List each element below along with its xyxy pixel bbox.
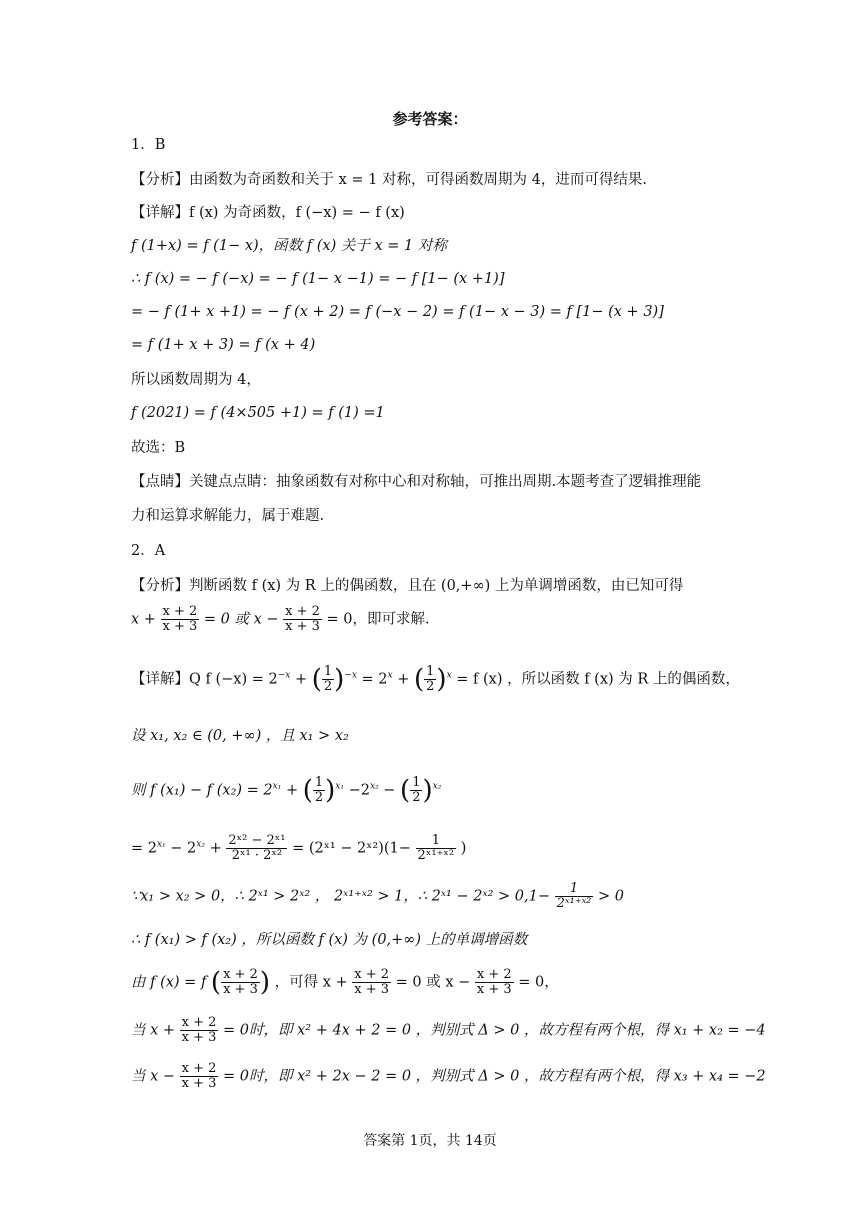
numerator: x + 2 [476,967,512,982]
exponent: x₁ [156,839,166,850]
q1-line8: f (2021) = f (4×505 +1) = f (1) =1 [131,405,385,421]
fraction [226,834,287,863]
denominator: x + 3 [476,982,512,997]
text: x + [131,611,156,628]
text: = 0 或 x − [203,611,279,628]
text: + [285,782,303,799]
paren: ) [325,775,336,806]
paren: ( [400,775,411,806]
fraction [180,1016,219,1045]
numerator: 1 [416,834,457,849]
q2-therefore: ∴ f (x₁) > f (x₂) ，所以函数 f (x) 为 (0,+∞) 上的单调增函数 [131,932,528,948]
paren: ) [436,664,447,695]
page-footer: 答案第 1页，共 14页 [363,1133,497,1149]
fraction [352,968,391,997]
text: ) [460,840,467,857]
numerator: x + 2 [354,967,390,982]
text: − [383,782,401,799]
exponent: x₁ [272,781,282,792]
text: = f (x) ，所以函数 f (x) 为 R 上的偶函数， [456,671,740,688]
q1-answer: 1．B [131,137,166,153]
denominator: 2 [426,679,435,694]
fraction [410,776,422,805]
text: ，可得 x + [274,974,348,991]
paren: ( [413,664,425,695]
numerator: 1 [323,664,333,679]
q2-because [131,882,624,911]
page-title: 参考答案： [392,110,468,128]
text: + [397,671,414,688]
text: = 2 [361,671,388,688]
q2-answer: 2．A [131,543,166,559]
denominator: x + 3 [285,619,320,634]
q1-line4: ∴ f (x) = − f (−x) = − f (1− x −1) = − f [1− (x +1)] [131,271,505,287]
denominator: x + 3 [223,982,258,997]
numerator: x + 2 [181,1015,217,1030]
text: + [294,671,312,688]
text: > 0 [598,888,624,905]
fraction [322,665,334,694]
numerator: x + 2 [181,1061,217,1076]
q1-line3: f (1+x) = f (1− x)，函数 f (x) 关于 x = 1 对称 [131,238,447,254]
numerator: 1 [314,775,324,790]
paren: ( [311,664,322,695]
paren: ( [302,775,313,806]
paren: ) [422,775,433,806]
denominator: 2ˣ¹⁺ˣ² [417,848,455,863]
numerator: 1 [426,664,435,679]
denominator: x + 3 [181,1076,217,1091]
fraction [475,968,514,997]
q2-analysis-1: 【分析】判断函数 f (x) 为 R 上的偶函数，且在 (0,+∞) 上为单调增函数，由已知可得 [131,578,684,594]
q2-analysis-2 [131,605,430,634]
exponent: −x [344,670,357,681]
text: = 0时，即 x² + 4x + 2 = 0 ，判别式 Δ > 0 ，故方程有两个根，得 x₁ + x₂ = −4 [223,1022,766,1039]
denominator: 2 [314,790,324,805]
paren: ) [259,967,270,998]
text: = 2 [131,840,157,857]
exponent: −x [277,670,291,681]
text: 【详解】Q f (−x) = 2 [131,671,278,688]
exponent: x₂ [196,839,205,850]
fraction [424,665,436,694]
text: + [209,840,227,857]
fraction [161,605,200,634]
q2-case-2 [131,1062,766,1091]
fraction [313,776,325,805]
denominator: x + 3 [162,619,198,634]
exponent: x [387,670,393,681]
q2-detail [131,665,740,694]
denominator: x + 3 [354,982,390,997]
fraction [221,968,260,997]
fraction [555,882,594,911]
text: 当 x − [131,1068,176,1085]
text: ∵x₁ > x₂ > 0，∴ 2ˣ¹ > 2ˣ² ， 2ˣ¹⁺ˣ² > 1，∴ 2ˣ¹ − 2ˣ² > 0,1− [131,888,550,905]
text: = 0 或 x − [395,974,471,991]
numerator: 2ˣ² − 2ˣ¹ [228,833,286,848]
q1-line7: 所以函数周期为 4， [131,372,261,388]
q2-set: 设 x₁, x₂ ∈ (0, +∞) ，且 x₁ > x₂ [131,728,349,744]
paren: ( [210,967,222,998]
numerator: x + 2 [162,604,198,619]
text: = 0， [518,974,559,991]
exponent: x₁ [335,781,344,792]
denominator: 2ˣ¹ · 2ˣ² [231,848,283,863]
numerator: 1 [555,882,594,897]
exponent: x₂ [369,781,379,792]
fraction [416,834,457,863]
text: = 0，即可求解. [326,611,430,628]
text: − 2 [170,840,197,857]
text: 当 x + [131,1022,176,1039]
denominator: 2 [323,679,333,694]
text: = (2ˣ¹ − 2ˣ²)(1− [292,840,411,857]
text: 由 f (x) = f [131,974,211,991]
q1-analysis: 【分析】由函数为奇函数和关于 x = 1 对称，可得函数周期为 4，进而可得结果. [131,172,647,188]
exponent: x₂ [432,781,442,792]
exponent: x [446,670,452,681]
numerator: x + 2 [223,967,258,982]
q1-comment-2: 力和运算求解能力，属于难题. [131,508,325,524]
denominator: x + 3 [181,1030,217,1045]
denominator: 2 [412,790,421,805]
fraction [180,1062,219,1091]
q2-equation [131,834,466,863]
q2-case-1 [131,1016,766,1045]
q2-then [131,776,441,805]
q1-comment-1: 【点睛】关键点点睛：抽象函数有对称中心和对称轴，可推出周期.本题考查了逻辑推理能 [131,474,702,490]
q1-detail: 【详解】f (x) 为奇函数，f (−x) = − f (x) [131,205,405,221]
q2-from [131,968,559,997]
text: 则 f (x₁) − f (x₂) = 2 [131,782,273,799]
denominator: 2ˣ¹⁺ˣ² [556,896,592,911]
q1-line6: = f (1+ x + 3) = f (x + 4) [131,337,316,353]
q1-choice: 故选：B [131,440,186,456]
numerator: x + 2 [285,604,320,619]
text: = 0时，即 x² + 2x − 2 = 0 ，判别式 Δ > 0 ，故方程有两个根，得 x₃ + x₄ = −2 [223,1068,766,1085]
q1-line5: = − f (1+ x +1) = − f (x + 2) = f (−x − 2) = f (1− x − 3) = f [1− (x + 3)] [131,304,664,320]
fraction [283,605,322,634]
numerator: 1 [412,775,421,790]
text: −2 [348,782,370,799]
paren: ) [334,664,345,695]
